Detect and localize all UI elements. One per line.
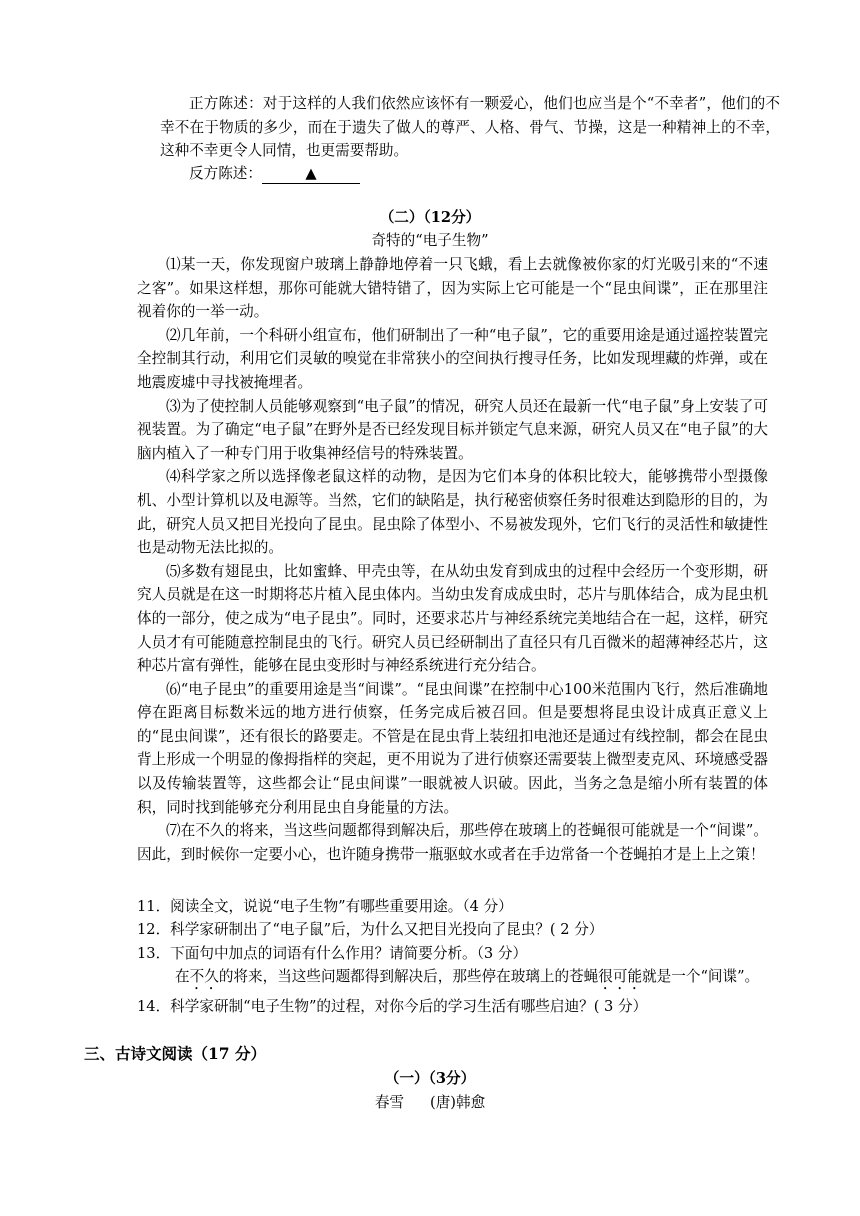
paragraph-3: ⑶为了使控制人员能够观察到“电子鼠”的情况，研究人员还在最新一代“电子鼠”身上安装了可视装置。为了确定“电子鼠”在野外是否已经发现目标并锁定气息来源，研究人员又在“电子鼠”的大脑内植入了一种专门用于收集神经信号的特殊装置。 bbox=[137, 397, 768, 462]
paragraph-5: ⑸多数有翅昆虫，比如蜜蜂、甲壳虫等，在从幼虫发育到成虫的过程中会经历一个变形期，研究人员就是在这一时期将芯片植入昆虫体内。当幼虫发育成成虫时，芯片与肌体结合，成为昆虫机体的一部分，使之成为“电子昆虫”。同时，还要求芯片与神经系统完美地结合在一起，这样，研究人员才有可能随意控制昆虫的飞行。研究人员已经研制出了直径只有几百微米的超薄神经芯片，这种芯片富有弹性，能够在昆虫变形时与神经系统进行充分结合。 bbox=[137, 562, 768, 675]
article-body bbox=[137, 253, 768, 866]
question-14: 14．科学家研制“电子生物”的过程，对你今后的学习生活有哪些启迪？( 3 分） bbox=[137, 998, 648, 1016]
dotted-word-2: 很可能 bbox=[598, 968, 643, 986]
paragraph-1: ⑴某一天，你发现窗户玻璃上静静地停着一只飞蛾，看上去就像被你家的灯光吸引来的“不速之客”。如果这样想，那你可能就大错特错了，因为实际上它可能是一个“昆虫间谍”，正在那里注视着你的一举一动。 bbox=[137, 256, 768, 321]
paragraph-4: ⑷科学家之所以选择像老鼠这样的动物，是因为它们本身的体积比较大，能够携带小型摄像机、小型计算机以及电源等。当然，它们的缺陷是，执行秘密侦察任务时很难达到隐形的目的，为此，研究人员又把目光投向了昆虫。昆虫除了体型小、不易被发现外，它们飞行的灵活性和敏捷性也是动物无法比拟的。 bbox=[137, 468, 768, 557]
section-heading: （二）（12分） bbox=[379, 209, 481, 226]
question-13: 13．下面句中加点的词语有什么作用？请简要分析。（3 分） bbox=[137, 944, 528, 962]
answer-blank[interactable] bbox=[262, 166, 360, 184]
question-list bbox=[137, 895, 777, 1019]
triangle-marker: ▲ bbox=[305, 165, 317, 182]
poem-title: 春雪 bbox=[374, 1094, 405, 1111]
con-label: 反方陈述： bbox=[189, 165, 262, 182]
paragraph-6: ⑹“电子昆虫”的重要用途是当“间谍”。“昆虫间谍”在控制中心100米范围内飞行，然后准确地停在距离目标数米远的地方进行侦察，任务完成后被召回。但是要想将昆虫设计成真正意义上的“昆虫间谍”，还有很长的路要走。不管是在昆虫背上装纽扣电池还是通过有线控制，都会在昆虫背上形成一个明显的像拇指样的突起，更不用说为了进行侦察还需要装上微型麦克风、环境感受器以及传输装置等，这些都会让“昆虫间谍”一眼就被人识破。因此，当务之急是缩小所有装置的体积，同时找到能够充分利用昆虫自身能量的方法。 bbox=[137, 680, 768, 816]
question-11: 11．阅读全文，说说“电子生物”有哪些重要用途。（4 分） bbox=[137, 898, 513, 915]
question-13-sentence bbox=[137, 965, 777, 993]
con-statement bbox=[189, 162, 589, 186]
paragraph-2: ⑵几年前，一个科研小组宣布，他们研制出了一种“电子鼠”，它的重要用途是通过遥控装置完全控制其行动，利用它们灵敏的嗅觉在非常狭小的空间执行搜寻任务，比如发现埋藏的炸弹，或在地震废墟中寻找被掩埋者。 bbox=[137, 326, 768, 391]
article-title: 奇特的“电子生物” bbox=[371, 232, 489, 249]
poem-header bbox=[0, 1091, 860, 1115]
paragraph-7: ⑺在不久的将来，当这些问题都得到解决后，那些停在玻璃上的苍蝇很可能就是一个“间谍”。因此，到时候你一定要小心，也许随身携带一瓶驱蚊水或者在手边常备一个苍蝇拍才是上上之策！ bbox=[137, 822, 768, 863]
dotted-word-1: 不久 bbox=[189, 968, 219, 986]
subsection-heading: （一）（3分） bbox=[384, 1070, 476, 1087]
section-3-heading: 三、古诗文阅读（17 分） bbox=[84, 1044, 266, 1063]
sentence-post: 就是一个“间谍”。 bbox=[642, 968, 760, 986]
question-12: 12．科学家研制出了“电子鼠”后，为什么又把目光投向了昆虫？( 2 分） bbox=[137, 921, 604, 939]
pro-statement: 正方陈述：对于这样的人我们依然应该怀有一颗爱心，他们也应当是个“不幸者”，他们的不幸不在于物质的多少，而在于遗失了做人的尊严、人格、骨气、节操，这是一种精神上的不幸，这种不幸更令人同情，也更需要帮助。 bbox=[160, 95, 780, 160]
poem-author: (唐)韩愈 bbox=[430, 1094, 486, 1111]
sentence-mid: 的将来，当这些问题都得到解决后，那些停在玻璃上的苍蝇 bbox=[218, 968, 599, 986]
sentence-pre: 在 bbox=[175, 968, 190, 986]
